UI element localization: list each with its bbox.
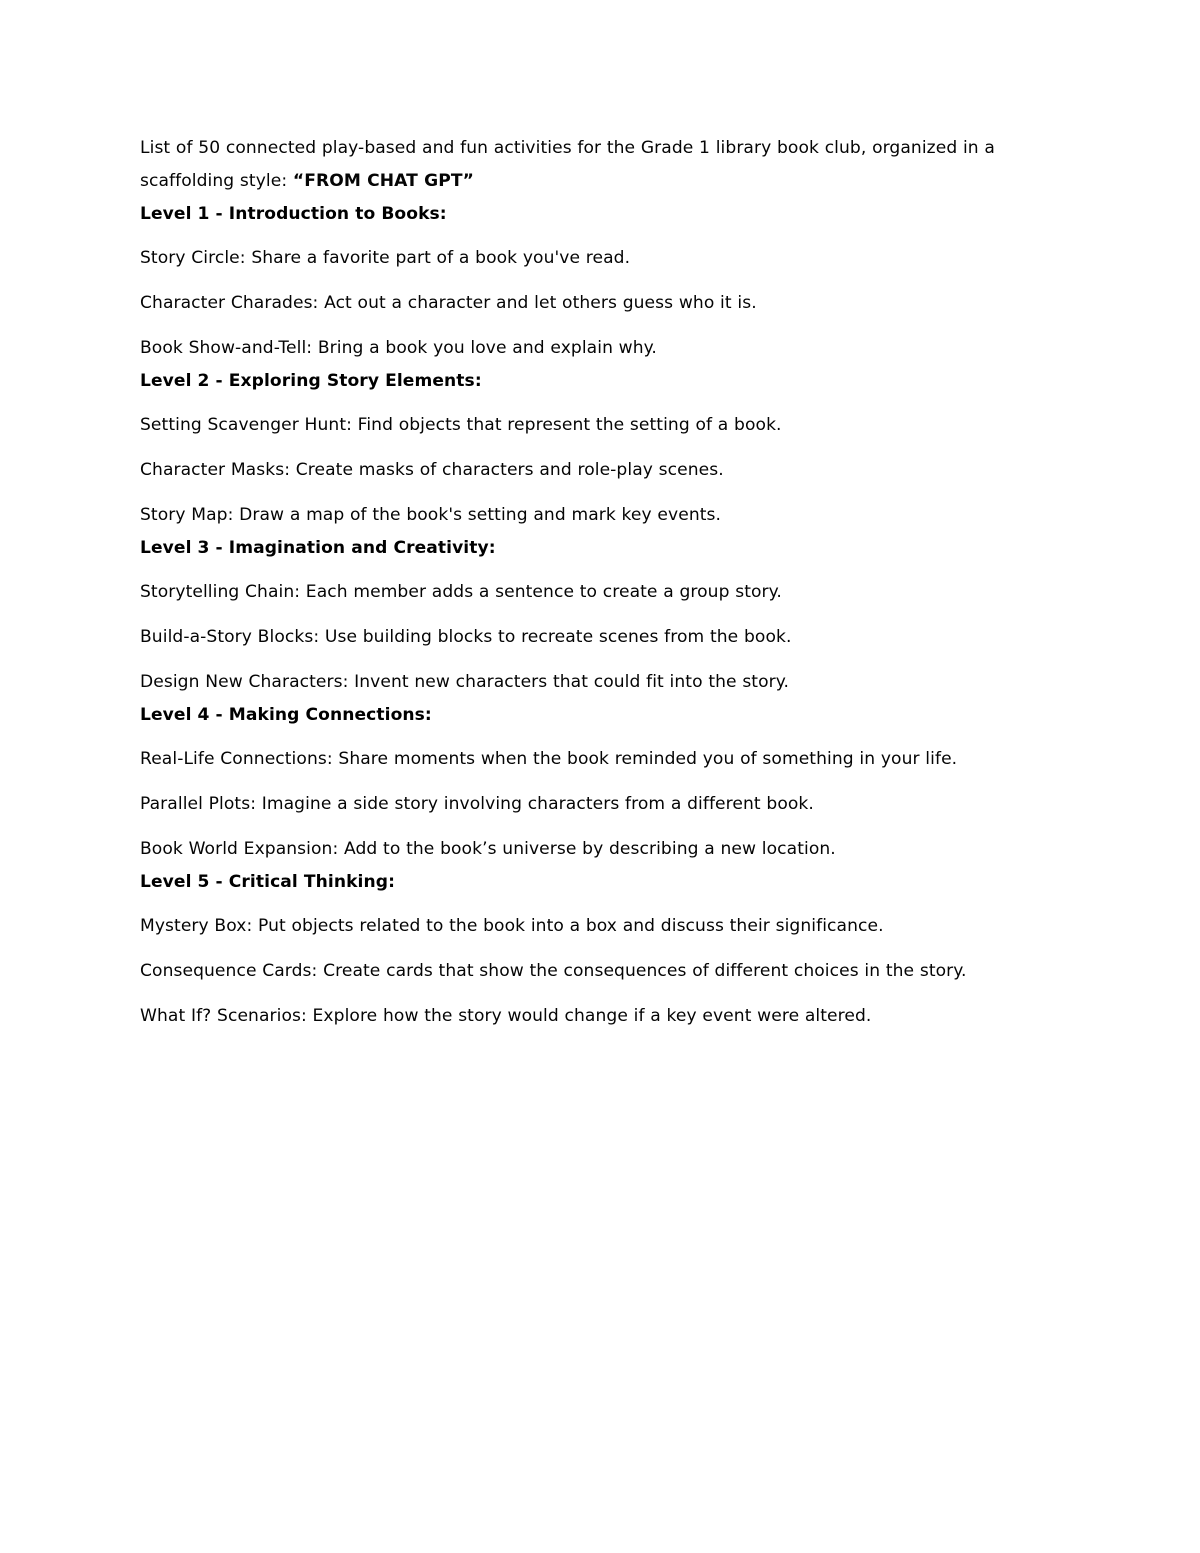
activity-item: Real-Life Connections: Share moments when the book reminded you of something in your life. [140, 749, 958, 769]
intro-lead-text: List of 50 connected play-based and fun activities for the Grade 1 library book club, organized in a scaffolding style: [140, 138, 995, 191]
activity-item: Story Map: Draw a map of the book's setting and mark key events. [140, 505, 722, 525]
activity-item: Design New Characters: Invent new characters that could fit into the story. [140, 672, 790, 692]
document-body [140, 132, 996, 1033]
activity-item: Book Show-and-Tell: Bring a book you love and explain why. [140, 338, 657, 358]
activity-item: Build-a-Story Blocks: Use building blocks to recreate scenes from the book. [140, 627, 792, 647]
section-heading-level-5: Level 5 - Critical Thinking: [140, 872, 395, 892]
activity-item: Consequence Cards: Create cards that show the consequences of different choices in the story. [140, 961, 967, 981]
section-heading-level-1: Level 1 - Introduction to Books: [140, 204, 447, 224]
document-intro-paragraph [140, 132, 996, 198]
section-heading-level-3: Level 3 - Imagination and Creativity: [140, 538, 496, 558]
intro-quoted-emphasis: “FROM CHAT GPT” [292, 171, 474, 191]
section-heading-level-4: Level 4 - Making Connections: [140, 705, 432, 725]
activity-item: Storytelling Chain: Each member adds a sentence to create a group story. [140, 582, 782, 602]
activity-item: Book World Expansion: Add to the book’s universe by describing a new location. [140, 839, 836, 859]
activity-item: Mystery Box: Put objects related to the book into a box and discuss their significance. [140, 916, 884, 936]
activity-item: Parallel Plots: Imagine a side story involving characters from a different book. [140, 794, 814, 814]
activity-item: What If? Scenarios: Explore how the story would change if a key event were altered. [140, 1006, 872, 1026]
activity-item: Story Circle: Share a favorite part of a book you've read. [140, 248, 631, 268]
activity-item: Character Charades: Act out a character and let others guess who it is. [140, 293, 757, 313]
section-heading-level-2: Level 2 - Exploring Story Elements: [140, 371, 482, 391]
activity-item: Character Masks: Create masks of characters and role-play scenes. [140, 460, 724, 480]
activity-item: Setting Scavenger Hunt: Find objects that represent the setting of a book. [140, 415, 782, 435]
